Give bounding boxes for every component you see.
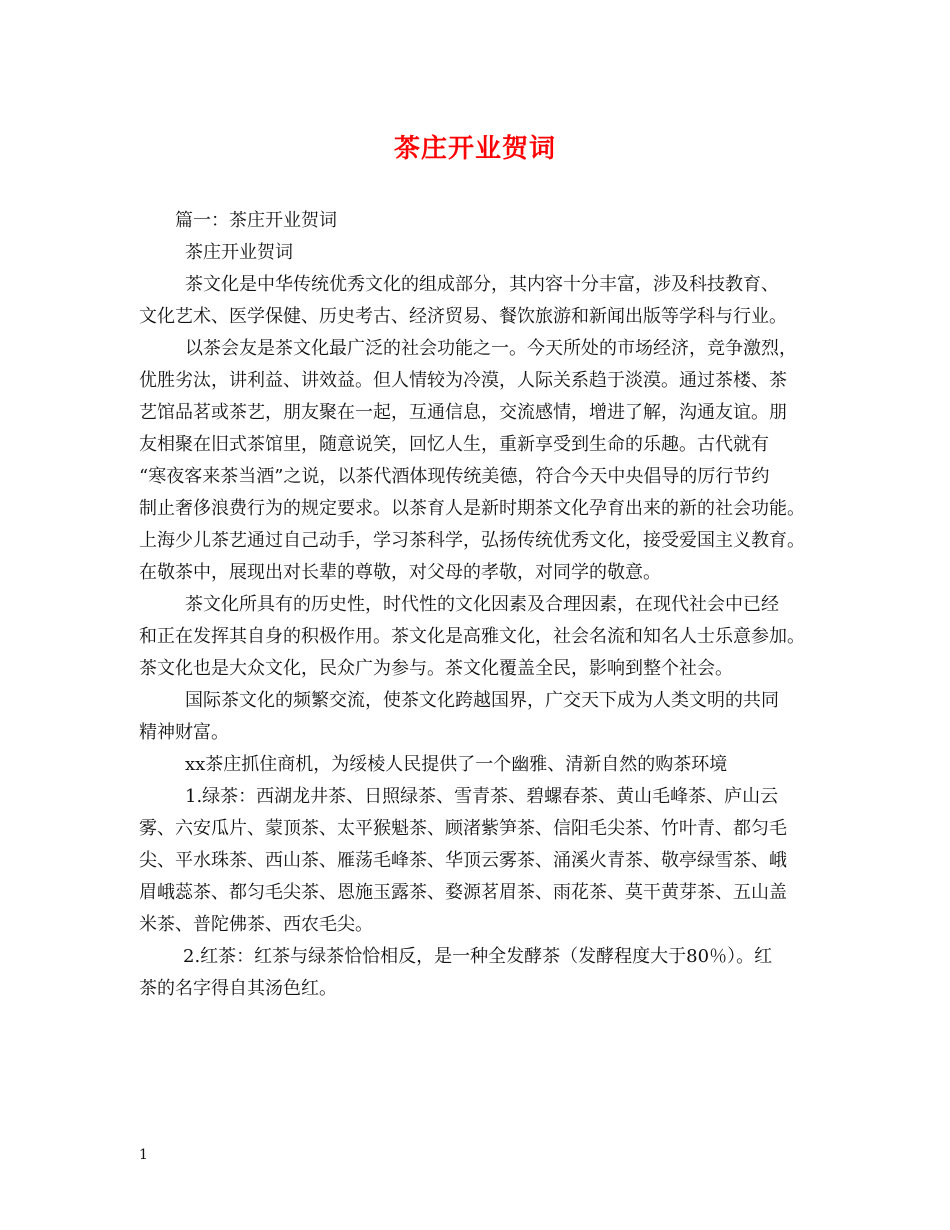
text-line: 以茶会友是茶文化最广泛的社会功能之一。今天所处的市场经济，竞争激烈， — [185, 338, 797, 359]
document-body — [139, 205, 815, 1005]
text-line: 2.红茶：红茶与绿茶恰恰相反，是一种全发酵茶（发酵程度大于80％）。红 — [183, 946, 773, 967]
text-line: 茶庄开业贺词 — [185, 242, 293, 263]
text-line: 精神财富。 — [139, 722, 229, 743]
text-line: xx茶庄抓住商机，为绥棱人民提供了一个幽雅、清新自然的购茶环境 — [185, 754, 728, 775]
text-line: 眉峨蕊茶、都匀毛尖茶、恩施玉露茶、婺源茗眉茶、雨花茶、莫干黄芽茶、五山盖 — [139, 882, 787, 903]
text-line: 和正在发挥其自身的积极作用。茶文化是高雅文化，社会名流和知名人士乐意参加。 — [139, 626, 805, 647]
text-line: 篇一：茶庄开业贺词 — [175, 210, 337, 231]
text-line: 茶文化也是大众文化，民众广为参与。茶文化覆盖全民，影响到整个社会。 — [139, 658, 733, 679]
text-line: 优胜劣汰，讲利益、讲效益。但人情较为冷漠，人际关系趋于淡漠。通过茶楼、茶 — [139, 370, 787, 391]
text-line: “寒夜客来茶当酒”之说，以茶代酒体现传统美德，符合今天中央倡导的厉行节约 — [139, 466, 770, 487]
text-line: 友相聚在旧式茶馆里，随意说笑，回忆人生，重新享受到生命的乐趣。古代就有 — [139, 434, 769, 455]
page-number: 1 — [139, 1147, 148, 1163]
text-line: 上海少儿茶艺通过自己动手，学习茶科学，弘扬传统优秀文化，接受爱国主义教育。 — [139, 530, 805, 551]
text-line: 茶文化是中华传统优秀文化的组成部分，其内容十分丰富，涉及科技教育、 — [185, 274, 779, 295]
text-line: 尖、平水珠茶、西山茶、雁荡毛峰茶、华顶云雾茶、涌溪火青茶、敬亭绿雪茶、峨 — [139, 850, 787, 871]
text-line: 制止奢侈浪费行为的规定要求。以茶育人是新时期茶文化孕育出来的新的社会功能。 — [139, 498, 805, 519]
text-line: 茶文化所具有的历史性，时代性的文化因素及合理因素，在现代社会中已经 — [185, 594, 779, 615]
text-line: 在敬茶中，展现出对长辈的尊敬，对父母的孝敬，对同学的敬意。 — [139, 562, 661, 583]
text-line: 1.绿茶：西湖龙井茶、日照绿茶、雪青茶、碧螺春茶、黄山毛峰茶、庐山云 — [185, 786, 779, 807]
text-line: 茶的名字得自其汤色红。 — [139, 978, 337, 999]
text-line: 米茶、普陀佛茶、西农毛尖。 — [139, 914, 373, 935]
page-title: 茶庄开业贺词 — [393, 134, 556, 164]
text-line: 艺馆品茗或茶艺，朋友聚在一起，互通信息，交流感情，增进了解，沟通友谊。朋 — [139, 402, 787, 423]
text-line: 文化艺术、医学保健、历史考古、经济贸易、餐饮旅游和新闻出版等学科与行业。 — [139, 306, 787, 327]
text-line: 国际茶文化的频繁交流，使茶文化跨越国界，广交天下成为人类文明的共同 — [185, 690, 779, 711]
text-line: 雾、六安瓜片、蒙顶茶、太平猴魁茶、顾渚紫笋茶、信阳毛尖茶、竹叶青、都匀毛 — [139, 818, 787, 839]
